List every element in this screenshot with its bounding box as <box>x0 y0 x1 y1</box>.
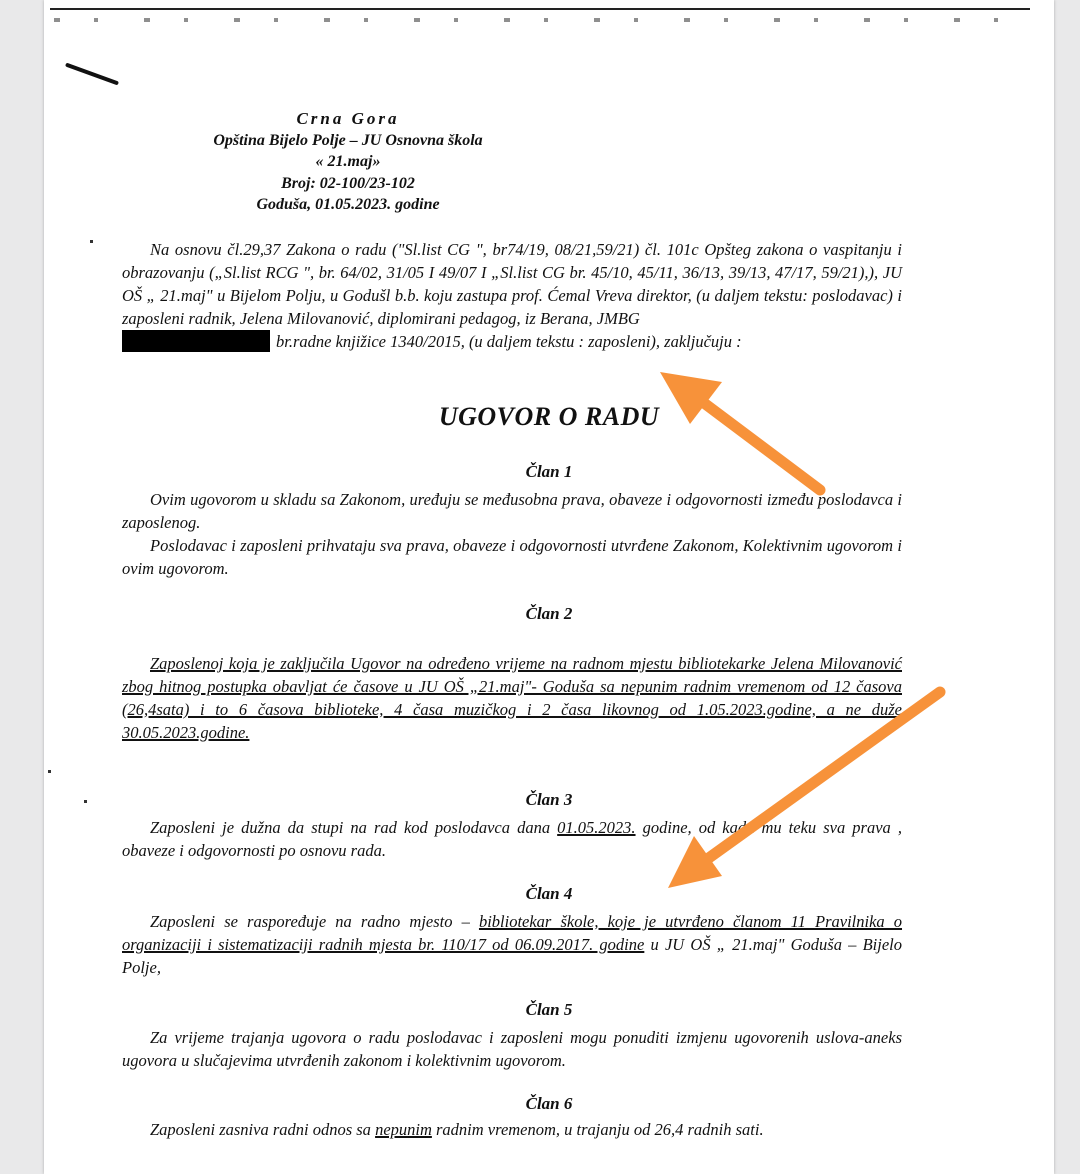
article-2-heading: Član 2 <box>525 604 573 623</box>
header-institution-line1: Opština Bijelo Polje – JU Osnovna škola <box>213 131 483 149</box>
article-6-underlined: nepunim <box>375 1120 432 1139</box>
article-4-p1-underlined: bibliotekar škole, koje je utvrđeno članom 11 Pravilnika o organizaciji i sistematizaciji radnih mjesta br. 110/17 od 06.09.2017. godine <box>122 912 903 954</box>
header-country: Crna Gora <box>296 109 400 128</box>
article-3-p1-b: godine, od kada mu teku sva prava , obaveze i odgovornosti po osnovu rada. <box>122 818 902 860</box>
arrow-upper-left <box>660 372 820 490</box>
header-institution-line2: « 21.maj» <box>315 153 381 170</box>
article-4-p1-a: Zaposleni se raspoređuje na radno mjesto – <box>150 912 470 931</box>
article-5-p1: Za vrijeme trajanja ugovora o radu poslodavac i zaposleni mogu ponuditi izmjenu ugovorenih uslova-aneks ugovora u slučajevima utvrđenih zakonom i kolektivnim ugovorom. <box>122 1028 902 1070</box>
article-4-heading: Član 4 <box>525 884 573 903</box>
article-1-p2: Poslodavac i zaposleni prihvataju sva prava, obaveze i odgovornosti utvrđene Zakonom, Kolektivnim ugovorom i ovim ugovorom. <box>122 536 902 578</box>
document-title: UGOVOR O RADU <box>438 402 660 431</box>
header-number: Broj: 02-100/23-102 <box>281 174 415 192</box>
article-5-heading: Član 5 <box>525 1000 573 1019</box>
article-6-p1-b: radnim vremenom, u trajanju od 26,4 radnih sati. <box>436 1120 764 1139</box>
article-6-p1-a: Zaposleni zasniva radni odnos sa <box>150 1120 371 1139</box>
intro-tail: br.radne knjižice 1340/2015, (u daljem tekstu : zaposleni), zaključuju : <box>276 332 742 351</box>
article-1-heading: Član 1 <box>525 462 573 481</box>
header-place-date: Goduša, 01.05.2023. godine <box>256 196 440 213</box>
article-4-p1-b: u JU OŠ „ 21.maj" Goduša – Bijelo Polje, <box>122 935 903 977</box>
article-3-date: 01.05.2023. <box>557 818 636 837</box>
article-2-p1: Zaposlenoj koja je zaključila Ugovor na određeno vrijeme na radnom mjestu bibliotekarke Jelena Milovanović zbog hitnog postupka obavljat će časove u JU OŠ „21.maj"- Goduša sa nepunim radnim vremenom od 12 časova (26,4sata) i to 6 časova biblioteke, 4 časa muzičkog i 2 časa likovnog od 1.05.2023.godine, a ne duže 30.05.2023.godine. <box>122 654 902 742</box>
article-1-p1: Ovim ugovorom u skladu sa Zakonom, uređuju se međusobna prava, obaveze i odgovornosti između poslodavca i zaposlenog. <box>122 490 902 532</box>
arrow-lower-left <box>668 692 940 888</box>
intro-text: Na osnovu čl.29,37 Zakona o radu ("Sl.list CG ", br74/19, 08/21,59/21) čl. 101c Opšteg zakona o vaspitanju i obrazovanju („Sl.list RCG ", br. 64/02, 31/05 I 49/07 I „Sl.list CG br. 45/10, 45/11, 36/13, 39/13, 47/17, 59/21),), JU OŠ „ 21.maj" u Bijelom Polju, u Godušl b.b. koju zastupa prof. Ćemal Vreva direktor, (u daljem tekstu: poslodavac) i zaposleni radnik, Jelena Milovanović, diplomirani pedagog, iz Berana, JMBG <box>122 240 902 328</box>
article-3-heading: Član 3 <box>525 790 573 809</box>
article-6-heading: Član 6 <box>525 1094 573 1113</box>
article-3-p1-a: Zaposleni je dužna da stupi na rad kod poslodavca dana <box>150 818 551 837</box>
